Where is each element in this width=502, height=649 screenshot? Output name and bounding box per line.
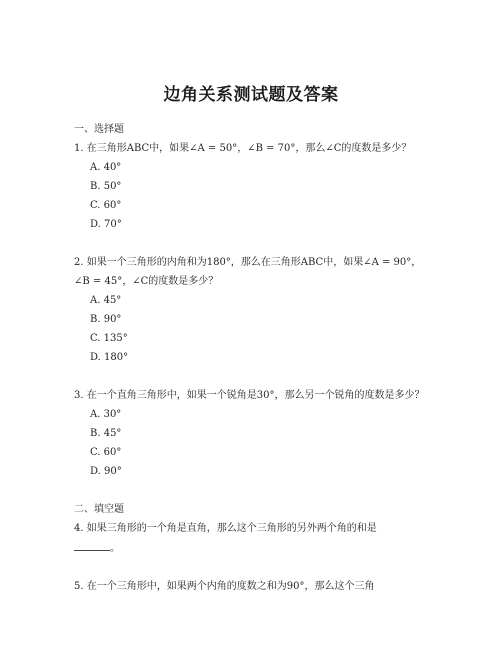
option-c: C. 135° xyxy=(90,333,128,344)
document-body xyxy=(74,120,434,596)
option-c: C. 60° xyxy=(90,447,122,458)
question-3 xyxy=(74,386,434,481)
option-list xyxy=(74,158,434,234)
question-text: 3. 在一个直角三角形中，如果一个锐角是30°，那么另一个锐角的度数是多少？ xyxy=(74,390,425,401)
question-2 xyxy=(74,253,434,367)
question-text: 2. 如果一个三角形的内角和为180°，那么在三角形ABC中，如果∠A = 90°，∠B = 45°，∠C的度数是多少？ xyxy=(74,257,422,287)
section-heading-fill: 二、填空题 xyxy=(74,504,124,515)
section-heading-choice: 一、选择题 xyxy=(74,124,124,135)
option-d: D. 70° xyxy=(90,219,122,230)
question-text: 4. 如果三角形的一个角是直角，那么这个三角形的另外两个角的和是 xyxy=(74,523,377,534)
answer-blank[interactable] xyxy=(74,538,110,551)
option-a: A. 40° xyxy=(90,162,122,173)
option-a: A. 30° xyxy=(90,409,122,420)
option-d: D. 90° xyxy=(90,466,122,477)
question-text: 1. 在三角形ABC中，如果∠A = 50°，∠B = 70°，那么∠C的度数是多少？ xyxy=(74,143,412,154)
document-title: 边角关系测试题及答案 xyxy=(163,85,339,105)
option-d: D. 180° xyxy=(90,352,129,363)
question-end: 。 xyxy=(110,543,120,554)
question-4 xyxy=(74,519,434,558)
option-b: B. 90° xyxy=(90,314,122,325)
spacer xyxy=(74,367,434,386)
option-list xyxy=(74,291,434,367)
spacer xyxy=(74,234,434,253)
spacer xyxy=(74,481,434,500)
question-5: 5. 在一个三角形中，如果两个内角的度数之和为90°，那么这个三角 xyxy=(74,581,375,592)
option-list xyxy=(74,405,434,481)
option-b: B. 50° xyxy=(90,181,122,192)
option-a: A. 45° xyxy=(90,295,122,306)
option-c: C. 60° xyxy=(90,200,122,211)
question-1 xyxy=(74,139,434,234)
spacer xyxy=(74,558,434,577)
option-b: B. 45° xyxy=(90,428,122,439)
